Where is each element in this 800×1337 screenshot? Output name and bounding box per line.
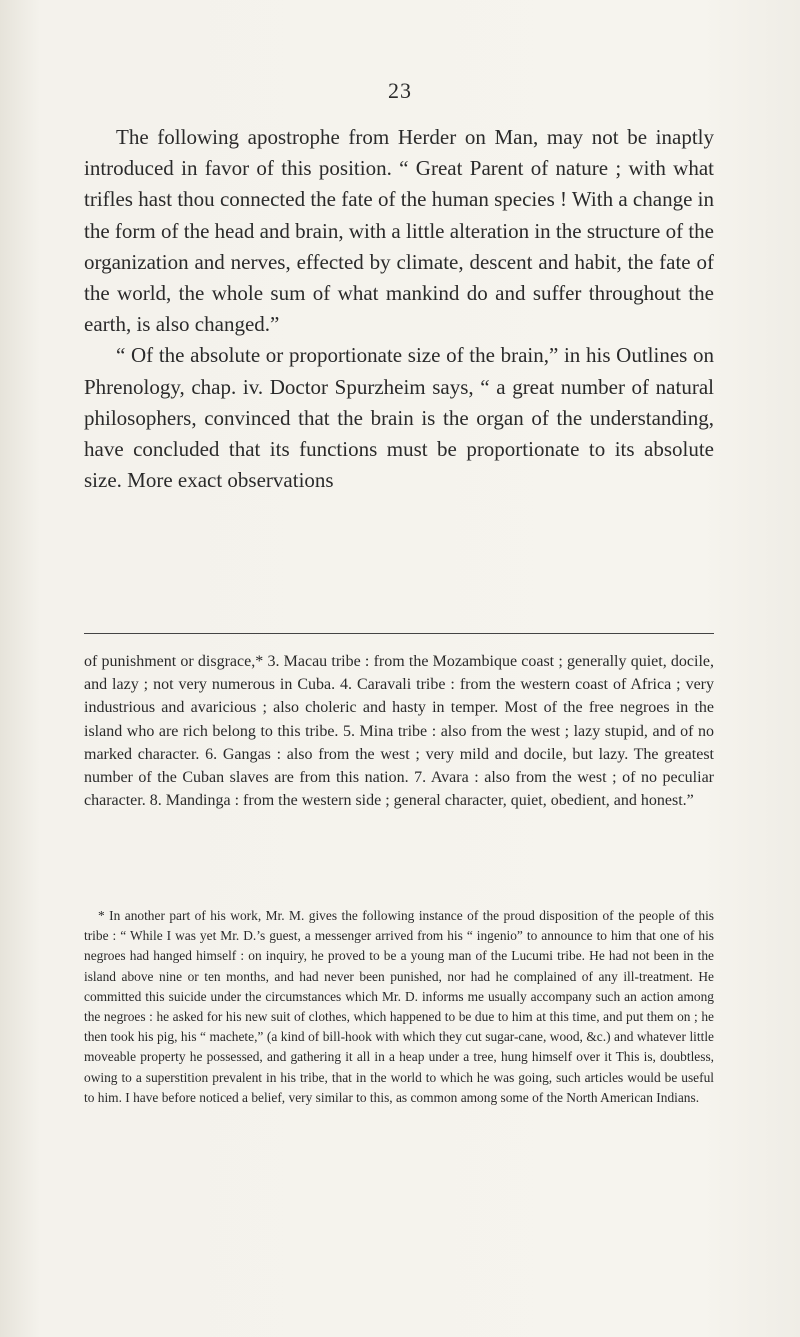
footnote-divider <box>84 633 714 634</box>
body-paragraph-herder-quote: The following apostrophe from Herder on Man, may not be inaptly introduced in favor of this position. “ Great Parent of nature ; with what trifles hast thou connected the fate of the human species ! With a change in the form of the head and brain, with a little alteration in the structure of the organization and nerves, effected by climate, descent and habit, the fate of the world, the whole sum of what mankind do and suffer throughout the earth, is also changed.” <box>84 125 714 337</box>
tribe-descriptions: of punishment or disgrace,* 3. Macau tribe : from the Mozambique coast ; generally quiet, docile, and lazy ; not very numerous in Cuba. 4. Caravali tribe : from the western coast of Africa ; very industrious and avaricious ; also choleric and hasty in temper. Most of the free negroes in the island who are rich belong to this tribe. 5. Mina tribe : also from the west ; lazy stupid, and of no marked character. 6. Gangas : also from the west ; very mild and docile, but lazy. The greatest number of the Cuban slaves are from this nation. 7. Avara : also from the west ; of no peculiar character. 8. Mandinga : from the western side ; general character, quiet, obedient, and honest.” <box>84 653 714 810</box>
main-body-text <box>84 122 714 496</box>
footnote-continuation <box>84 650 714 812</box>
footnote <box>84 906 714 1108</box>
body-paragraph-spurzheim-quote: “ Of the absolute or proportionate size of the brain,” in his Outlines on Phrenology, chap. iv. Doctor Spurzheim says, “ a great number of natural philosophers, convinced that the brain is the organ of the understanding, have concluded that its functions must be proportionate to its absolute size. More exact observations <box>84 343 714 493</box>
page-number: 23 <box>388 78 412 103</box>
footnote-text: * In another part of his work, Mr. M. gives the following instance of the proud disposition of the people of this tribe : “ While I was yet Mr. D.’s guest, a messenger arrived from his “ ingenio” to announce to him that one of his negroes had hanged himself : on inquiry, he proved to be a young man of the Lucumi tribe. He had not been in the island above nine or ten months, and had never been punished, nor had he complained of any ill-treatment. He committed this suicide under the circumstances which Mr. D. informs me usually accompany such an action among the negroes : he asked for his new suit of clothes, which happened to be due to him at this time, and put them on ; he then took his pig, his “ machete,” (a kind of bill-hook with which they cut sugar-cane, wood, &c.) and whatever little moveable property he possessed, and gathering it all in a heap under a tree, hung himself over it This is, doubtless, owing to a superstition prevalent in his tribe, that in the world to which he was going, such articles would be useful to him. I have before noticed a belief, very similar to this, as common among some of the North American Indians. <box>84 908 714 1105</box>
